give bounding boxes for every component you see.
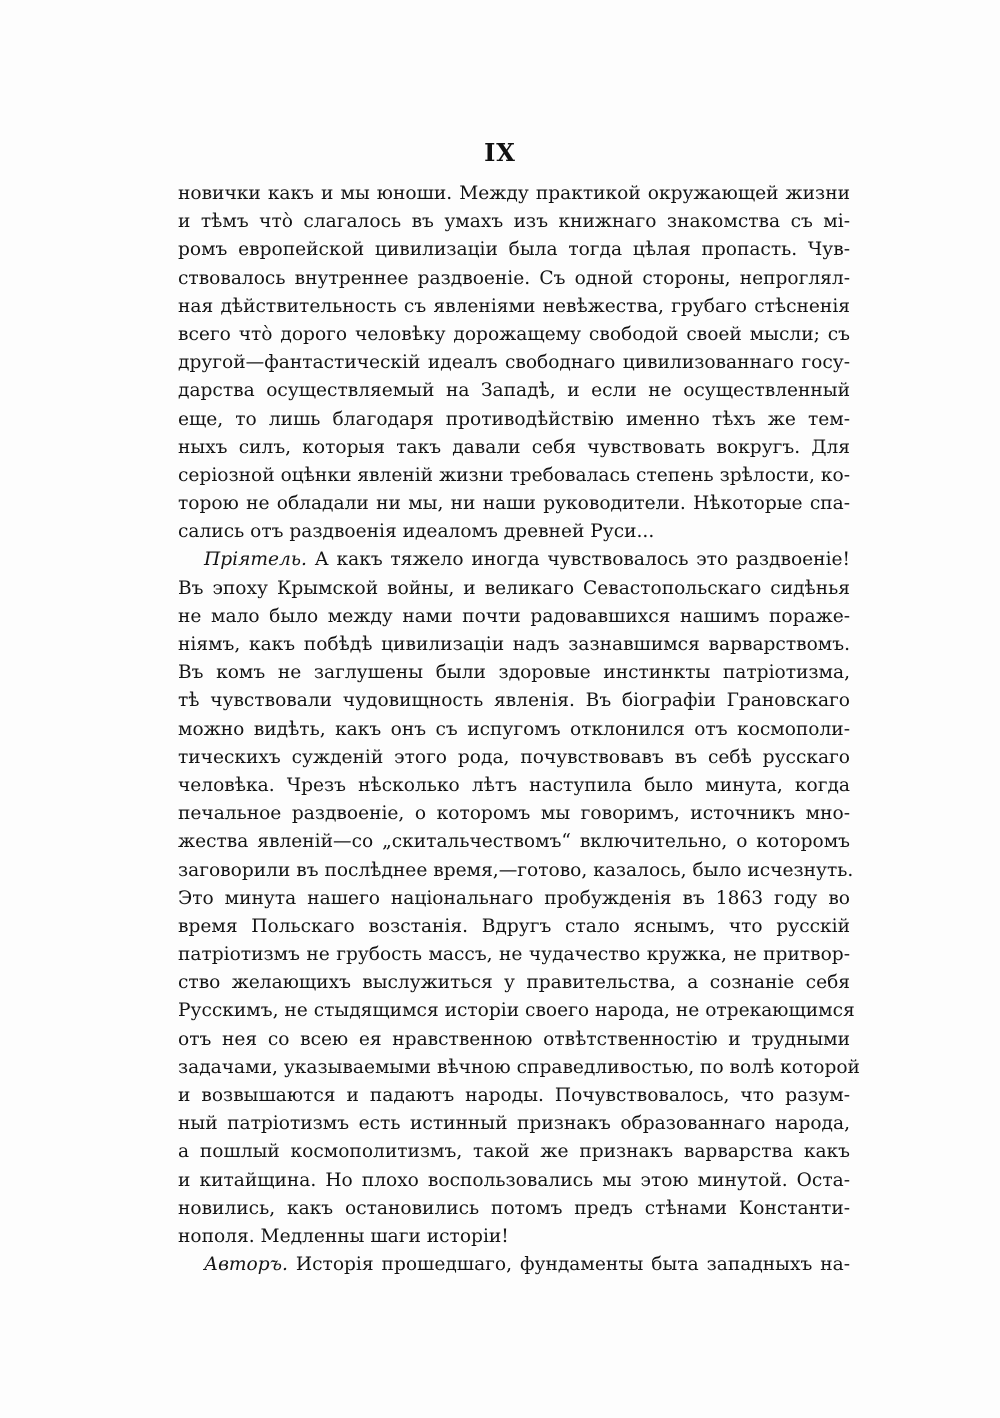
page-number: IX — [484, 138, 516, 167]
text-line: еще, то лишь благодаря противодѣйствію именно тѣхъ же тем- — [178, 408, 850, 430]
text-line: патріотизмъ не грубость массъ, не чудачество кружка, не притвор- — [178, 944, 850, 966]
text-line: Русскимъ, не стыдящимся исторіи своего народа, не отрекающимся — [178, 1000, 855, 1022]
paragraph-2 — [178, 546, 860, 1251]
text-line: и китайщина. Но плохо воспользовались мы этою минутой. Оста- — [178, 1169, 850, 1191]
text-line: Это минута нашего національнаго пробужденія въ 1863 году во — [178, 887, 850, 909]
paragraph-1 — [178, 180, 850, 546]
text-line: тическихъ сужденій этого рода, почувствовавъ въ себѣ русскаго — [178, 746, 850, 768]
text-line: торою не обладали ни мы, ни наши руководители. Нѣкоторые спа- — [178, 493, 850, 515]
text-line: а пошлый космополитизмъ, такой же признакъ варварства какъ — [178, 1141, 850, 1163]
text-line: ныхъ силъ, которыя такъ давали себя чувствовать вокругъ. Для — [178, 436, 850, 458]
text-line: жества явленій—со „скитальчествомъ“ включительно, о которомъ — [178, 831, 850, 853]
text-line: Исторія прошедшаго, фундаменты быта западныхъ на- — [295, 1254, 850, 1276]
text-line: всего что̀ дорого человѣку дорожащему свободой своей мысли; съ — [178, 323, 850, 345]
text-line: ство желающихъ выслужиться у правительства, а сознаніе себя — [178, 972, 850, 994]
text-line: серіозной оцѣнки явленій жизни требовалась степень зрѣлости, ко- — [178, 464, 850, 486]
speaker-label: Авторъ. — [204, 1254, 288, 1276]
text-line: печальное раздвоеніе, о которомъ мы говоримъ, источникъ мно- — [178, 803, 850, 825]
text-line: новились, какъ остановились потомъ предъ стѣнами Константи- — [178, 1197, 850, 1219]
text-line: ромъ европейской цивилизаціи была тогда цѣлая пропасть. Чув- — [178, 239, 850, 261]
text-line: заговорили въ послѣднее время,—готово, казалось, было исчезнуть. — [178, 859, 854, 881]
text-line: ствовалось внутреннее раздвоеніе. Съ одной стороны, непроглял- — [178, 267, 850, 289]
text-line: и тѣмъ что̀ слагалось въ умахъ изъ книжнаго знакомства съ мі- — [178, 211, 850, 233]
text-line: время Польскаго возстанія. Вдругъ стало яснымъ, что русскій — [178, 915, 850, 937]
text-line: сались отъ раздвоенія идеаломъ древней Руси... — [178, 521, 655, 543]
body-text — [178, 180, 860, 1279]
text-line: новички какъ и мы юноши. Между практикой окружающей жизни — [178, 183, 850, 204]
text-line: и возвышаются и падаютъ народы. Почувствовалось, что разум- — [178, 1085, 850, 1106]
text-line: ная дѣйствительность съ явленіями невѣжества, грубаго стѣсненія — [178, 295, 850, 317]
text-line: человѣка. Чрезъ нѣсколько лѣтъ наступила было минута, когда — [178, 774, 850, 796]
text-line: отъ нея со всею ея нравственною отвѣтственностію и трудными — [178, 1028, 850, 1050]
text-line: задачами, указываемыми вѣчною справедливостью, по волѣ которой — [178, 1056, 860, 1078]
text-line: А какъ тяжело иногда чувствовалось это раздвоеніе! — [314, 549, 850, 571]
text-line-with-speaker — [178, 546, 850, 574]
text-line: другой—фантастическій идеалъ свободнаго цивилизованнаго госу- — [178, 352, 850, 374]
text-line: дарства осуществляемый на Западѣ, и если не осуществленный — [178, 380, 850, 402]
text-line: можно видѣть, какъ онъ съ испугомъ отклонился отъ космополи- — [178, 718, 850, 740]
speaker-label: Пріятель. — [204, 549, 307, 571]
text-line: ный патріотизмъ есть истинный признакъ образованнаго народа, — [178, 1113, 850, 1135]
text-line: тѣ чувствовали чудовищность явленія. Въ біографіи Грановскаго — [178, 690, 850, 712]
text-line: не мало было между нами почти радовавшихся нашимъ пораже- — [178, 605, 850, 627]
text-line-with-speaker — [178, 1251, 850, 1279]
text-line: Въ комъ не заглушены были здоровые инстинкты патріотизма, — [178, 662, 850, 684]
text-line: Въ эпоху Крымской войны, и великаго Севастопольскаго сидѣнья — [178, 577, 850, 599]
paragraph-3 — [178, 1251, 850, 1279]
text-line: нополя. Медленны шаги исторіи! — [178, 1225, 509, 1247]
text-line: ніямъ, какъ побѣдѣ цивилизаціи надъ зазнавшимся варварствомъ. — [178, 634, 850, 655]
